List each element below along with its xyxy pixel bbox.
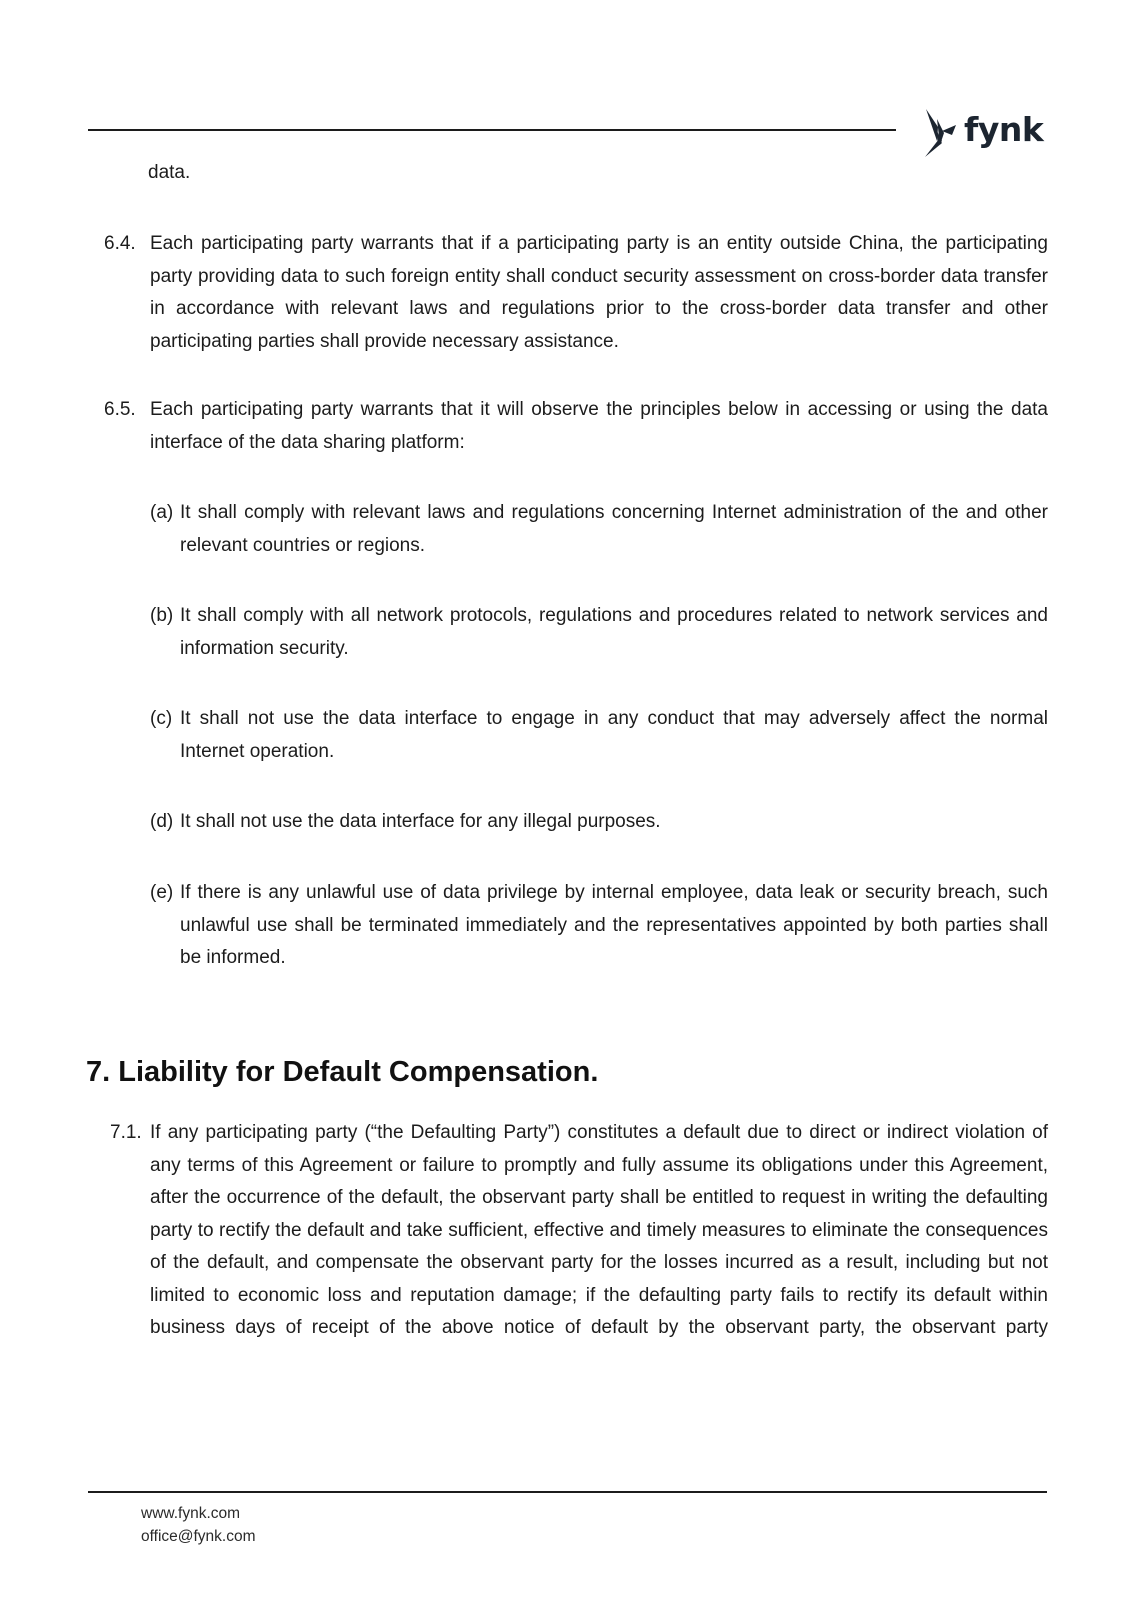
clause-text: Each participating party warrants that if a participating party is an entity outside China, the participating party providing data to such foreign entity shall conduct security assessment on cross-border data transfer in accordance with relevant laws and regulations prior to the cross-border data transfer and other participating parties shall provide necessary assistance. [150, 233, 1048, 352]
list-item-c [150, 703, 1048, 768]
item-label: (c) [150, 708, 173, 729]
header-rule [88, 129, 896, 131]
clause-number: 6.4. [104, 233, 136, 254]
item-text: It shall comply with all network protocols, regulations and procedures related to network services and information security. [180, 605, 1048, 659]
item-text: If there is any unlawful use of data privilege by internal employee, data leak or security breach, such unlawful use shall be terminated immediately and the representatives appointed by both parties shall be informed. [180, 882, 1048, 968]
section-heading-7: 7. Liability for Default Compensation. [86, 1056, 599, 1088]
brand-name: fynk [964, 109, 1044, 149]
list-item-e [150, 877, 1048, 975]
footer [141, 1502, 256, 1548]
list-item-d [150, 806, 1048, 839]
clause-text: Each participating party warrants that it will observe the principles below in accessing or using the data interface of the data sharing platform: [150, 399, 1048, 453]
item-text: It shall comply with relevant laws and regulations concerning Internet administration of the and other relevant countries or regions. [180, 502, 1048, 556]
item-label: (b) [150, 605, 174, 626]
footer-email[interactable]: office@fynk.com [141, 1528, 256, 1545]
continued-text: data. [148, 162, 191, 183]
list-item-b [150, 600, 1048, 665]
clause-7-1 [110, 1117, 1048, 1345]
item-text: It shall not use the data interface for any illegal purposes. [180, 811, 661, 832]
clause-number: 6.5. [104, 399, 136, 420]
clause-6-5 [104, 394, 1048, 459]
footer-rule [88, 1491, 1047, 1493]
clause-number: 7.1. [110, 1122, 142, 1143]
clause-6-4 [104, 228, 1048, 358]
item-label: (a) [150, 502, 174, 523]
fynk-bird-logo-icon [922, 107, 958, 157]
clause-text: If any participating party (“the Defaulting Party”) constitutes a default due to direct or indirect violation of any terms of this Agreement or failure to promptly and fully assume its obligations under this Agreement, after the occurrence of the default, the observant party shall be entitled to request in writing the defaulting party to rectify the default and take sufficient, effective and timely measures to eliminate the consequences of the default, and compensate the observant party for the losses incurred as a result, including but not limited to economic loss and reputation damage; if the defaulting party fails to rectify its default within business days of receipt of the above notice of default by the observant party, the observant party [150, 1122, 1048, 1338]
footer-website[interactable]: www.fynk.com [141, 1505, 241, 1522]
item-label: (e) [150, 882, 174, 903]
item-text: It shall not use the data interface to engage in any conduct that may adversely affect the normal Internet operation. [180, 708, 1048, 762]
item-label: (d) [150, 811, 174, 832]
brand-logo [922, 104, 1043, 160]
list-item-a [150, 497, 1048, 562]
